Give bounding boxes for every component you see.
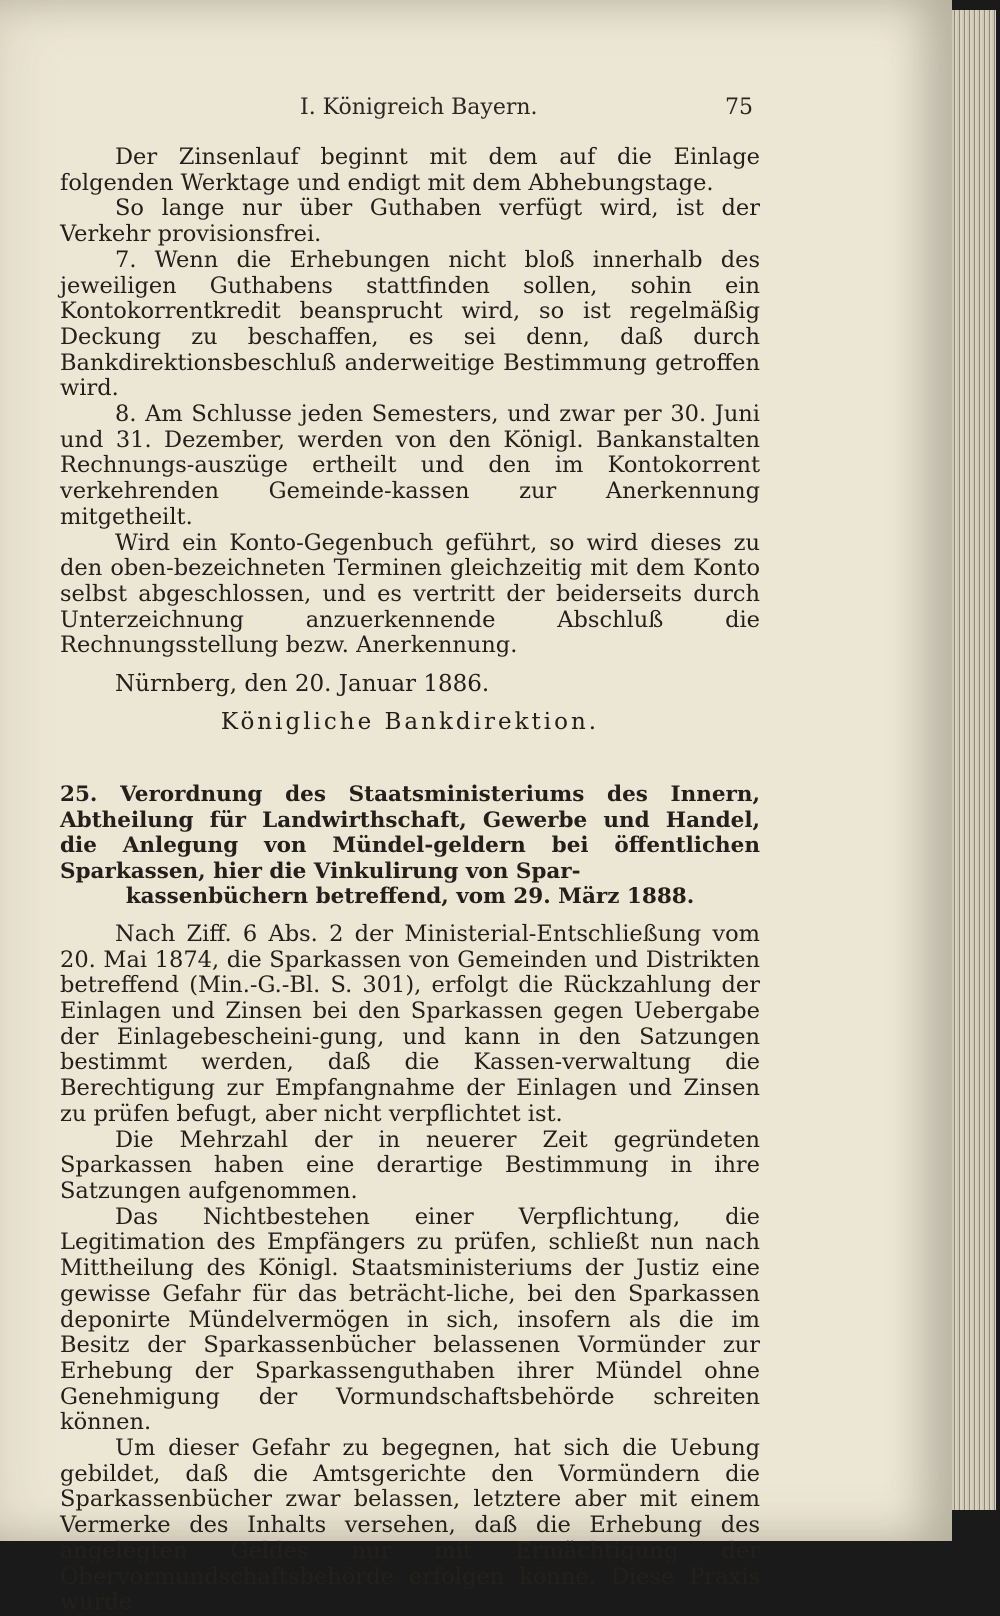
signature-place-date: Nürnberg, den 20. Januar 1886. <box>115 671 490 698</box>
paragraph: Das Nichtbestehen einer Verpflichtung, die Legitimation des Empfängers zu prüfen, schließt nun nach Mittheilung des Königl. Staatsministeriums der Justiz eine gewisse Gefahr für das beträcht-liche, bei den Sparkassen deponirte Mündelvermögen in sich, insofern als die im Besitz der Sparkassenbücher belassenen Vormünder zur Erhebung der Sparkassenguthaben ihrer Mündel ohne Genehmigung der Vormundschaftsbehörde schreiten können. <box>60 1203 760 1436</box>
paragraph: So lange nur über Guthaben verfügt wird, ist der Verkehr provisionsfrei. <box>60 195 760 248</box>
signature-office: Königliche Bankdirektion. <box>220 708 600 735</box>
paragraph: Wird ein Konto-Gegenbuch geführt, so wird dieses zu den oben-bezeichneten Terminen gleichzeitig mit dem Konto selbst abgeschlossen, und es vertritt der beiderseits durch Unterzeichnung anzuerkennende Abschluß die Rechnungsstellung bezw. Anerkennung. <box>60 529 760 659</box>
paragraph: 8. Am Schlusse jeden Semesters, und zwar per 30. Juni und 31. Dezember, werden von den Königl. Bankanstalten Rechnungs-auszüge ertheilt und den im Kontokorrent verkehrenden Gemeinde-kassen zur Anerkennung mitgetheilt. <box>60 401 760 530</box>
paragraph: 7. Wenn die Erhebungen nicht bloß innerhalb des jeweiligen Guthabens stattfinden sollen, sohin ein Kontokorrentkredit beansprucht wird, so ist regelmäßig Deckung zu beschaffen, es sei denn, daß durch Bankdirektionsbeschluß anderweitige Bestimmung getroffen wird. <box>60 246 760 402</box>
section-heading-text: 25. Verordnung des Staatsministeriums des Innern, Abtheilung für Landwirthschaft, Gewerbe und Handel, die Anlegung von Mündel-geldern bei öffentlichen Sparkassen, hier die Vinkulirung von Spar- <box>60 782 760 884</box>
paragraph: Um dieser Gefahr zu begegnen, hat sich die Uebung gebildet, daß die Amtsgerichte den Vormündern die Sparkassenbücher zwar belassen, letztere aber mit einem Vermerke des Inhalts versehen, daß die Erhebung des angelegten Geldes nur mit Ermächtigung der Obervormundschaftsbehörde erfolgen könne. Diese Praxis wurde <box>60 1435 760 1616</box>
paragraph: Die Mehrzahl der in neuerer Zeit gegründeten Sparkassen haben eine derartige Bestimmung in ihre Satzungen aufgenommen. <box>60 1126 760 1204</box>
body-text <box>60 145 760 1616</box>
section-heading <box>60 782 760 910</box>
paragraph: Der Zinsenlauf beginnt mit dem auf die Einlage folgenden Werktage und endigt mit dem Abhebungstage. <box>60 144 760 196</box>
page-number: 75 <box>725 95 753 120</box>
running-head-title: I. Königreich Bayern. <box>300 95 538 120</box>
paragraph: Nach Ziff. 6 Abs. 2 der Ministerial-Entschließung vom 20. Mai 1874, die Sparkassen von Gemeinden und Distrikten betreffend (Min.-G.-Bl. S. 301), erfolgt die Rückzahlung der Einlagen und Zinsen bei den Sparkassen gegen Uebergabe der Einlagebescheini-gung, und kann in den Satzungen bestimmt werden, daß die Kassen-verwaltung die Berechtigung zur Empfangnahme der Einlagen und Zinsen zu prüfen befugt, aber nicht verpflichtet ist. <box>60 920 760 1127</box>
section-heading-last-line: kassenbüchern betreffend, vom 29. März 1888. <box>125 884 695 910</box>
page-edges <box>952 10 996 1510</box>
